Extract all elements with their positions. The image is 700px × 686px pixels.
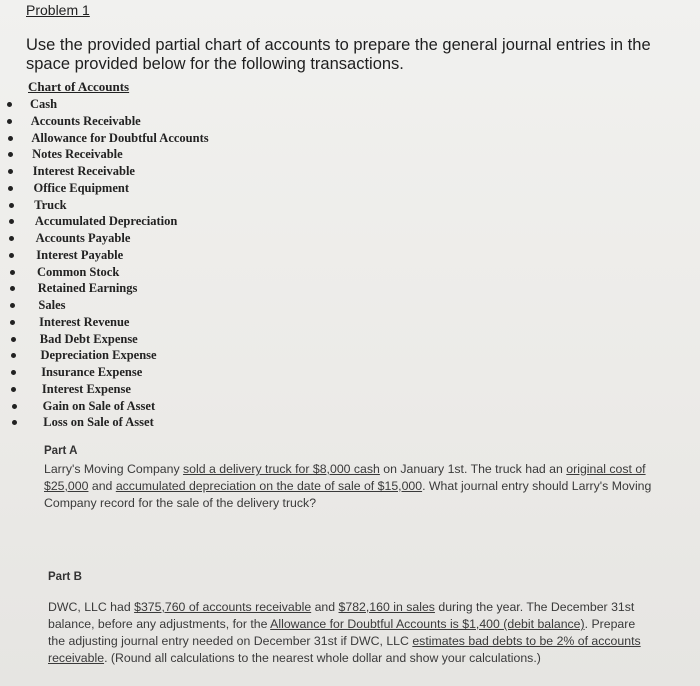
paragraph-text: . Prepare the adjusting journal entry needed on December 31st if DWC, LLC: [48, 617, 636, 648]
paragraph-text: on January 1st. The truck had an: [379, 462, 567, 476]
bullet-icon: [11, 370, 16, 375]
bullet-icon: [9, 253, 14, 258]
bullet-icon: [10, 286, 15, 291]
bullet-icon: [8, 169, 13, 174]
account-label: Insurance Expense: [41, 365, 143, 379]
bullet-icon: [10, 303, 15, 308]
paragraph-text: during the year. The December 31st balance, before any adjustments, for the: [48, 600, 635, 631]
paragraph-text: and: [311, 600, 339, 614]
bullet-icon: [12, 420, 17, 425]
paragraph-text: . What journal entry should Larry's Moving Company record for the sale of the delivery truck?: [44, 479, 652, 510]
part-b-text: [48, 599, 648, 667]
underlined-text: Allowance for Doubtful Accounts is $1,400 (debit balance): [270, 617, 585, 631]
account-label: Interest Expense: [41, 381, 131, 396]
account-label: Cash: [30, 97, 58, 111]
bullet-icon: [10, 270, 15, 275]
instructions-text: Use the provided partial chart of accounts to prepare the general journal entries in the space provided below for the following transactions.: [26, 36, 651, 73]
bullet-icon: [7, 102, 12, 107]
account-label: Interest Revenue: [39, 314, 130, 329]
account-label: Office Equipment: [33, 180, 129, 195]
account-label: Truck: [34, 197, 67, 212]
account-label: Bad Debt Expense: [39, 331, 138, 346]
account-label: Loss on Sale of Asset: [43, 415, 154, 430]
account-label: Allowance for Doubtful Accounts: [31, 130, 209, 145]
account-label: Retained Earnings: [37, 281, 138, 296]
account-label: Accounts Receivable: [30, 113, 141, 128]
bullet-icon: [12, 404, 17, 409]
underlined-text: $375,760 of accounts receivable: [134, 600, 312, 614]
bullet-icon: [11, 353, 16, 358]
part-a-title: Part A: [44, 445, 78, 457]
part-a-text: [44, 461, 669, 512]
bullet-icon: [11, 337, 16, 342]
account-label: Depreciation Expense: [40, 348, 157, 363]
account-label: Gain on Sale of Asset: [42, 398, 156, 413]
underlined-text: estimates bad debts to be 2% of accounts receivable: [48, 634, 641, 665]
underlined-text: sold a delivery truck for $8,000 cash: [183, 462, 380, 476]
chart-of-accounts-heading: Chart of Accounts: [28, 79, 130, 94]
account-label: Sales: [38, 298, 66, 312]
bullet-icon: [11, 387, 16, 392]
account-label: Accumulated Depreciation: [34, 214, 178, 229]
paragraph-text: DWC, LLC had: [48, 600, 135, 614]
underlined-text: original cost of $25,000: [44, 462, 646, 493]
part-b-title: Part B: [48, 571, 82, 583]
account-label: Interest Receivable: [32, 164, 135, 178]
underlined-text: $782,160 in sales: [338, 600, 435, 614]
account-label: Interest Payable: [36, 247, 124, 262]
bullet-icon: [10, 320, 15, 325]
bullet-icon: [9, 219, 14, 224]
bullet-icon: [9, 203, 14, 208]
account-label: Accounts Payable: [35, 231, 131, 245]
paragraph-text: and: [88, 479, 116, 493]
bullet-icon: [8, 186, 13, 191]
account-label: Notes Receivable: [32, 147, 123, 162]
bullet-icon: [7, 119, 12, 124]
bullet-icon: [9, 236, 14, 241]
problem-title: Problem 1: [26, 2, 90, 18]
bullet-icon: [8, 136, 13, 141]
underlined-text: accumulated depreciation on the date of sale of $15,000: [115, 479, 423, 493]
paragraph-text: . (Round all calculations to the nearest whole dollar and show your calculations.): [104, 651, 541, 665]
account-label: Common Stock: [37, 264, 120, 279]
bullet-icon: [8, 152, 13, 157]
paragraph-text: Larry's Moving Company: [44, 462, 184, 476]
